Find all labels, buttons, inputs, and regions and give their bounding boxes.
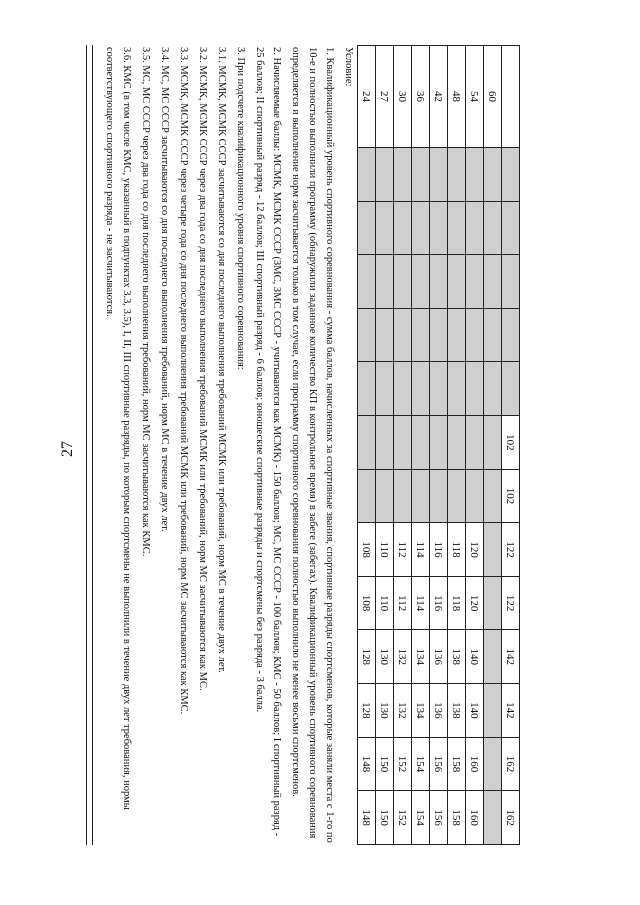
table-cell: 120: [466, 576, 484, 630]
notes-section: [101, 45, 357, 845]
table-cell: [430, 148, 448, 202]
table-cell: 112: [394, 576, 412, 630]
table-header-cell: 142: [502, 630, 520, 684]
table-cell: 134: [412, 630, 430, 684]
table-cell: [412, 148, 430, 202]
table-cell: [484, 791, 502, 845]
table-cell: 140: [466, 630, 484, 684]
table-cell: 156: [430, 737, 448, 791]
table-cell: 108: [358, 576, 376, 630]
table-cell: [448, 362, 466, 416]
row-label: 24: [358, 46, 376, 148]
table-cell: [376, 362, 394, 416]
table-cell: [484, 523, 502, 577]
table-cell: [484, 416, 502, 470]
note-item: 3. При подсчете квалификационного уровня спортивного соревнования:: [235, 47, 246, 370]
table-cell: 118: [448, 523, 466, 577]
table-cell: [484, 255, 502, 309]
table-cell: 150: [376, 791, 394, 845]
table-cell: [484, 630, 502, 684]
row-label: 60: [484, 46, 502, 148]
table-cell: [484, 737, 502, 791]
table-header-cell: [502, 308, 520, 362]
table-header-cell: [502, 201, 520, 255]
table-cell: 114: [412, 576, 430, 630]
table-cell: [376, 308, 394, 362]
norms-table: [357, 45, 520, 845]
table-cell: [412, 416, 430, 470]
table-header-cell: 122: [502, 576, 520, 630]
table-cell: 110: [376, 576, 394, 630]
table-cell: [376, 201, 394, 255]
table-cell: [358, 416, 376, 470]
table-cell: 148: [358, 791, 376, 845]
table-cell: 158: [448, 737, 466, 791]
table-row: [394, 46, 412, 845]
table-cell: [484, 362, 502, 416]
table-cell: 152: [394, 737, 412, 791]
row-label: 54: [466, 46, 484, 148]
table-cell: 148: [358, 737, 376, 791]
table-row: [430, 46, 448, 845]
table-header-cell: [502, 46, 520, 148]
table-cell: 130: [376, 684, 394, 738]
table-header-cell: [502, 255, 520, 309]
table-header-cell: [502, 148, 520, 202]
table-cell: 118: [448, 576, 466, 630]
table-cell: [394, 308, 412, 362]
table-header-cell: 102: [502, 416, 520, 470]
table-cell: [412, 469, 430, 523]
table-row: [484, 46, 502, 845]
table-cell: 128: [358, 630, 376, 684]
table-cell: [448, 469, 466, 523]
table-row: [466, 46, 484, 845]
table-cell: [484, 308, 502, 362]
table-cell: [412, 362, 430, 416]
table-cell: 114: [412, 523, 430, 577]
table-cell: 116: [430, 523, 448, 577]
note-item: 2. Начисляемые баллы: МСМК, МСМК СССР (ЗМС, ЗМС СССР - учитываются как МСМК) - 150 баллов; МС, МС СССР - 100 баллов; КМС - 50 баллов; I спортивный разряд - 25 баллов; II спортивный разряд - 12 баллов; III спортивный разряд - 6 баллов; юношеские спортивные разряды и спортсмены без разряда - 3 балла.: [254, 47, 282, 837]
table-cell: [394, 255, 412, 309]
table-cell: [376, 255, 394, 309]
table-cell: [448, 201, 466, 255]
table-cell: [394, 469, 412, 523]
row-label: 48: [448, 46, 466, 148]
table-row: [376, 46, 394, 845]
table-cell: [358, 148, 376, 202]
table-cell: [484, 576, 502, 630]
row-label: 42: [430, 46, 448, 148]
table-cell: 154: [412, 737, 430, 791]
table-cell: [484, 684, 502, 738]
table-cell: 138: [448, 684, 466, 738]
table-cell: 116: [430, 576, 448, 630]
table-cell: 152: [394, 791, 412, 845]
table-cell: [430, 416, 448, 470]
table-cell: 140: [466, 684, 484, 738]
table-cell: [358, 362, 376, 416]
table-cell: [412, 255, 430, 309]
table-cell: [448, 255, 466, 309]
table-cell: [430, 308, 448, 362]
table-cell: [358, 255, 376, 309]
table-cell: 130: [376, 630, 394, 684]
table-header-cell: 162: [502, 791, 520, 845]
table-cell: [484, 469, 502, 523]
table-cell: 138: [448, 630, 466, 684]
table-row: [412, 46, 430, 845]
table-cell: [376, 416, 394, 470]
table-cell: 136: [430, 630, 448, 684]
table-cell: 132: [394, 684, 412, 738]
table-cell: 134: [412, 684, 430, 738]
page-number: 27: [59, 441, 76, 457]
table-cell: 136: [430, 684, 448, 738]
table-cell: [358, 469, 376, 523]
table-cell: 154: [412, 791, 430, 845]
table-row: [358, 46, 376, 845]
row-label: 30: [394, 46, 412, 148]
table-header-cell: 122: [502, 523, 520, 577]
note-item: 3.3. МСМК, МСМК СССР через четыре года со дня последнего выполнения требований МСМК или требований, норм МС засчитываются как КМС.: [178, 47, 189, 715]
table-cell: 160: [466, 791, 484, 845]
table-cell: [430, 469, 448, 523]
table-cell: 132: [394, 630, 412, 684]
table-cell: 108: [358, 523, 376, 577]
table-cell: 110: [376, 523, 394, 577]
row-label: 27: [376, 46, 394, 148]
table-cell: [394, 148, 412, 202]
note-item: 3.4. МС, МС СССР засчитываются со дня последнего выполнения требований, норм МС в течение двух лет.: [159, 47, 170, 532]
table-cell: [376, 148, 394, 202]
note-item: 3.1. МСМК, МСМК СССР засчитываются со дня последнего выполнения требований МСМК или требований, норм МС в течение двух лет.: [216, 47, 227, 673]
table-cell: [466, 308, 484, 362]
table-cell: 156: [430, 791, 448, 845]
table-cell: [430, 255, 448, 309]
note-item: 1. Квалификационный уровень спортивного соревнования - сумма баллов, начисленных за спортивные звания, спортивные разряды спортсменов, которые заняли места с 1-го по 10-е и полностью выполнили программу (обнаружили заданное количество КП в контрольное время) в забеге (забегах). Квалификационный уровень спортивного соревнования определяется и выполнение норм засчитывается только в том случае, если программу спортивного соревнования полностью выполнило не менее восьми спортсменов.: [290, 47, 335, 843]
note-item: 3.5. МС, МС СССР через два года со дня последнего выполнения требований, норм МС засчитываются как КМС.: [140, 47, 151, 557]
table-cell: [466, 362, 484, 416]
table-cell: 128: [358, 684, 376, 738]
table-cell: [394, 416, 412, 470]
table-cell: [466, 148, 484, 202]
table-cell: [376, 469, 394, 523]
table-header-cell: [502, 362, 520, 416]
notes-heading: Условие:: [343, 47, 354, 87]
table-cell: [466, 255, 484, 309]
table-cell: [412, 308, 430, 362]
table-header-cell: 102: [502, 469, 520, 523]
table-header-cell: 162: [502, 737, 520, 791]
table-cell: [394, 362, 412, 416]
table-cell: 112: [394, 523, 412, 577]
table-cell: [466, 469, 484, 523]
table-cell: [430, 362, 448, 416]
table-cell: [358, 308, 376, 362]
table-cell: 158: [448, 791, 466, 845]
rotated-content: [80, 45, 520, 845]
table-cell: [466, 201, 484, 255]
table-row: [448, 46, 466, 845]
table-cell: [412, 201, 430, 255]
row-label: 36: [412, 46, 430, 148]
table-cell: [358, 201, 376, 255]
table-cell: [484, 148, 502, 202]
table-header-cell: 142: [502, 684, 520, 738]
note-item: 3.6. КМС (в том числе КМС, указанный в подпунктах 3.3, 3.5), I, II, III спортивные разряды, по которым спортсмены не выполнили в течение двух лет требования, нормы соответствующего спортивного разряда - не засчитываются.: [104, 47, 132, 810]
table-cell: [430, 201, 448, 255]
table-cell: [466, 416, 484, 470]
table-header-row: [502, 46, 520, 845]
table-cell: 150: [376, 737, 394, 791]
table-cell: [448, 416, 466, 470]
note-item: 3.2. МСМК, МСМК СССР через два года со дня последнего выполнения требований МСМК или требований, норм МС засчитываются как МС.: [197, 47, 208, 691]
table-cell: [448, 148, 466, 202]
table-cell: 160: [466, 737, 484, 791]
table-cell: [448, 308, 466, 362]
table-cell: [484, 201, 502, 255]
table-cell: 120: [466, 523, 484, 577]
table-cell: [394, 201, 412, 255]
